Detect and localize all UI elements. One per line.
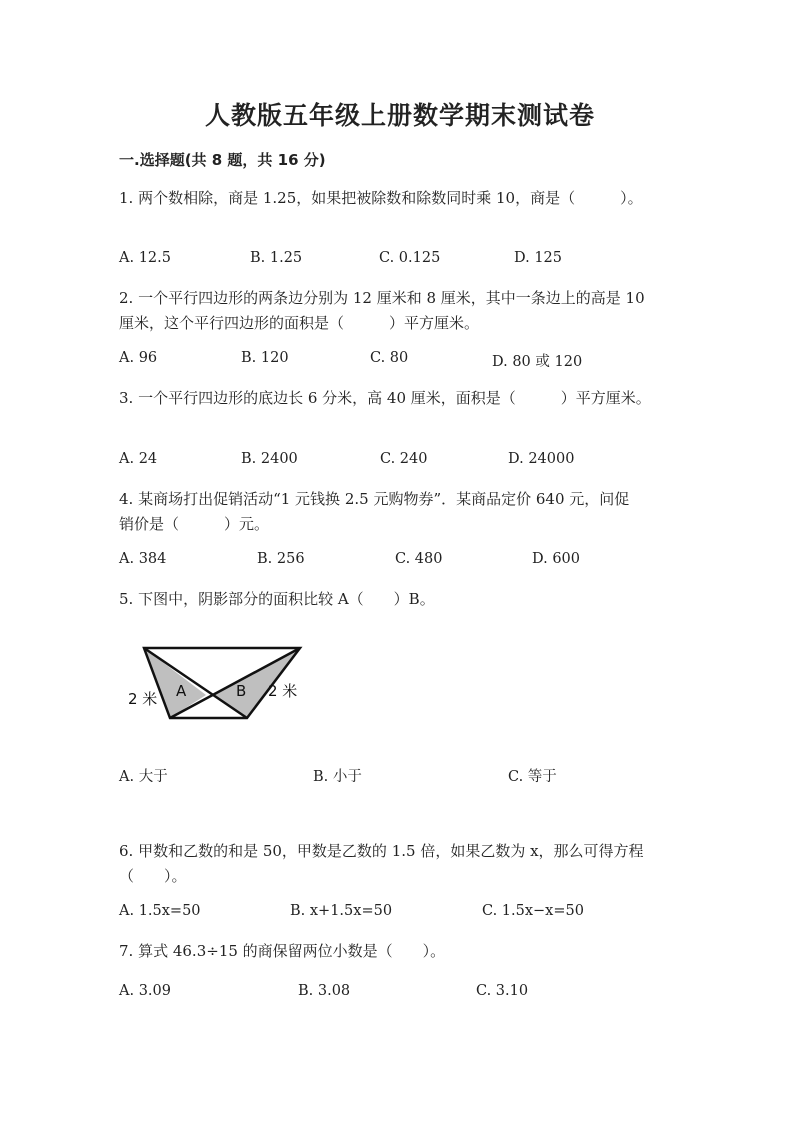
question-1-option-c: C. 0.125 [379,250,441,266]
question-2-option-c: C. 80 [370,350,409,366]
question-7-option-a: A. 3.09 [119,983,171,999]
question-1-stem: 1. 两个数相除，商是 1.25，如果把被除数和除数同时乘 10，商是（ ）。 [119,189,643,207]
question-3-option-c: C. 240 [380,451,428,467]
section-heading: 一.选择题(共 8 题，共 16 分) [119,151,326,169]
question-3-stem: 3. 一个平行四边形的底边长 6 分米，高 40 厘米，面积是（ ）平方厘米。 [119,389,651,407]
question-2-option-b: B. 120 [241,350,289,366]
question-6-stem-line-2: （ ）。 [119,867,187,885]
question-5-stem: 5. 下图中，阴影部分的面积比较 A（ ）B。 [119,590,435,608]
right-height-label: 2 米 [268,682,298,700]
question-4-option-d: D. 600 [532,551,581,567]
question-3-option-a: A. 24 [119,451,158,467]
left-height-label: 2 米 [128,690,158,708]
question-5-option-c: C. 等于 [508,769,557,785]
question-7-stem: 7. 算式 46.3÷15 的商保留两位小数是（ ）。 [119,942,446,960]
question-6-option-b: B. x+1.5x=50 [290,903,393,919]
question-6-option-a: A. 1.5x=50 [119,903,201,919]
question-4-stem-line-1: 4. 某商场打出促销活动“1 元钱换 2.5 元购物券”．某商品定价 640 元，问促 [119,490,630,508]
page-title: 人教版五年级上册数学期末测试卷 [204,101,595,130]
question-2-option-d: D. 80 或 120 [492,354,583,370]
question-2-option-a: A. 96 [119,350,158,366]
question-2-stem-line-2: 厘米，这个平行四边形的面积是（ ）平方厘米。 [119,314,480,332]
question-3-option-d: D. 24000 [508,451,575,467]
question-4-stem [119,487,679,537]
question-4-stem-line-2: 销价是（ ）元。 [119,515,270,533]
question-6-stem-line-1: 6. 甲数和乙数的和是 50，甲数是乙数的 1.5 倍，如果乙数为 x，那么可得方程 [119,842,644,860]
question-5-option-b: B. 小于 [313,769,362,785]
question-5-option-a: A. 大于 [119,769,168,785]
question-1-option-a: A. 12.5 [119,250,171,266]
question-4-option-b: B. 256 [257,551,305,567]
question-3-option-b: B. 2400 [241,451,298,467]
question-7-option-c: C. 3.10 [476,983,529,999]
question-2-stem-line-1: 2. 一个平行四边形的两条边分别为 12 厘米和 8 厘米，其中一条边上的高是 10 [119,289,645,307]
question-6-option-c: C. 1.5x−x=50 [482,903,584,919]
trapezoid-figure [120,638,310,724]
question-7-option-b: B. 3.08 [298,983,351,999]
question-4-option-a: A. 384 [119,551,167,567]
question-1-option-d: D. 125 [514,250,563,266]
question-1-option-b: B. 1.25 [250,250,303,266]
label-b: B [236,682,247,700]
question-6-stem [119,839,699,889]
question-4-option-c: C. 480 [395,551,443,567]
question-2-stem [119,286,679,336]
label-a: A [176,682,187,700]
